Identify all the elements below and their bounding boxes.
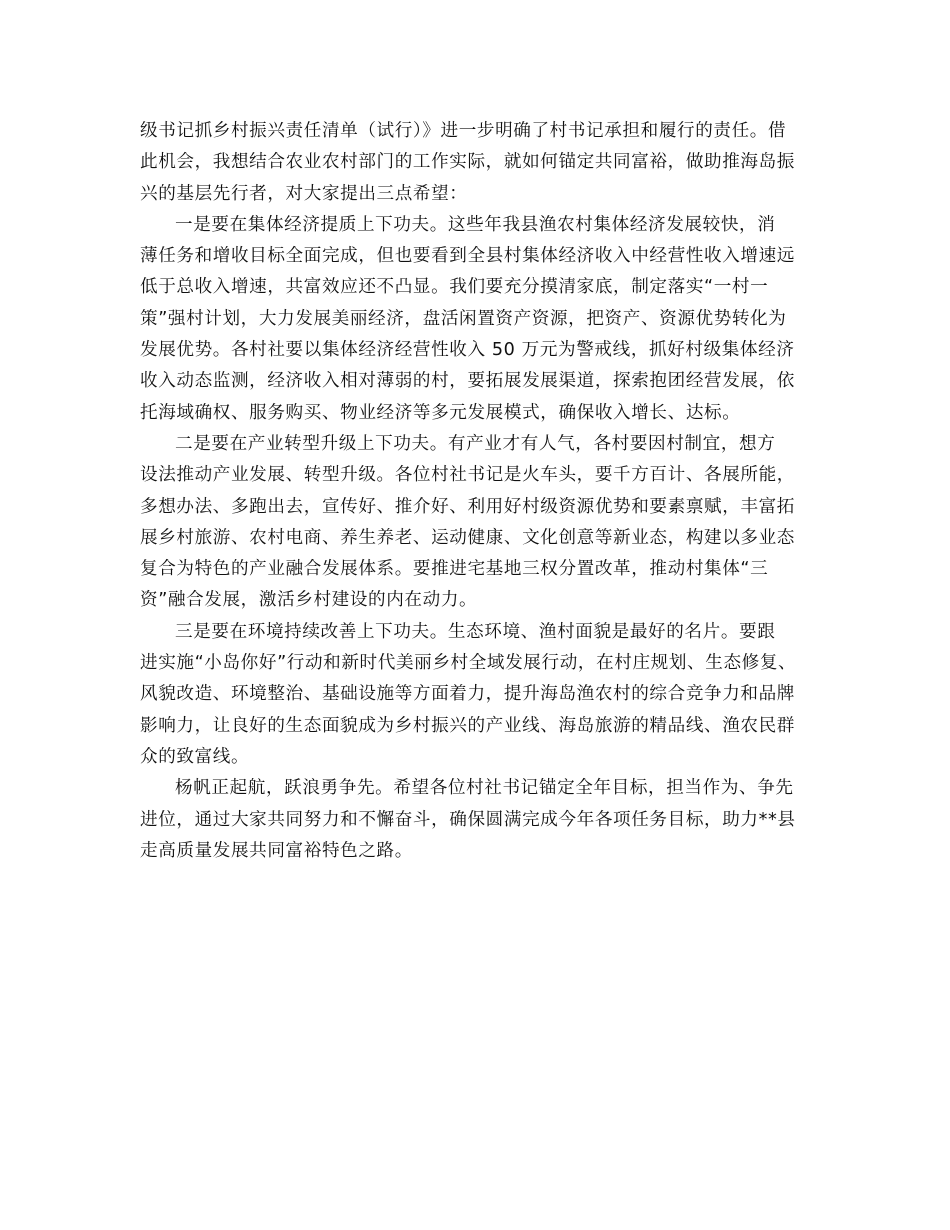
text-line: 低于总收入增速，共富效应还不凸显。我们要充分摸清家底，制定落实“一村一 [140, 277, 769, 298]
text-line: 进位，通过大家共同努力和不懈奋斗，确保圆满完成今年各项任务目标，助力**县 [140, 809, 796, 830]
paragraph-first-line: 一是要在集体经济提质上下功夫。这些年我县渔农村集体经济发展较快，消 [175, 214, 776, 235]
paragraph-first-line: 杨帆正起航，跃浪勇争先。希望各位村社书记锚定全年目标，担当作为、争先 [175, 778, 794, 799]
text-line: 复合为特色的产业融合发展体系。要推进宅基地三权分置改革，推动村集体“三 [140, 559, 769, 580]
text-line: 影响力，让良好的生态面貌成为乡村振兴的产业线、海岛旅游的精品线、渔农民群 [140, 715, 795, 736]
text-line: 风貌改造、环境整治、基础设施等方面着力，提升海岛渔农村的综合竞争力和品牌 [140, 684, 795, 705]
text-line: 薄任务和增收目标全面完成，但也要看到全县村集体经济收入中经营性收入增速远 [140, 246, 795, 267]
text-line: 走高质量发展共同富裕特色之路。 [140, 840, 413, 861]
text-line: 发展优势。各村社要以集体经济经营性收入 50 万元为警戒线，抓好村级集体经济 [140, 340, 795, 361]
text-line: 托海域确权、服务购买、物业经济等多元发展模式，确保收入增长、达标。 [140, 402, 741, 423]
text-line: 众的致富线。 [140, 746, 250, 767]
text-line: 多想办法、多跑出去，宣传好、推介好、利用好村级资源优势和要素禀赋，丰富拓 [140, 496, 795, 517]
text-line: 兴的基层先行者，对大家提出三点希望： [140, 183, 468, 204]
text-line: 进实施“小岛你好”行动和新时代美丽乡村全域发展行动，在村庄规划、生态修复、 [140, 653, 797, 674]
text-line: 资”融合发展，激活乡村建设的内在动力。 [140, 590, 478, 611]
text-line: 级书记抓乡村振兴责任清单（试行）》进一步明确了村书记承担和履行的责任。借 [140, 121, 787, 141]
text-line: 此机会，我想结合农业农村部门的工作实际，就如何锚定共同富裕，做助推海岛振 [140, 152, 795, 173]
document-body [140, 116, 812, 867]
text-line: 策”强村计划，大力发展美丽经济，盘活闲置资产资源，把资产、资源优势转化为 [140, 308, 787, 329]
text-line: 收入动态监测，经济收入相对薄弱的村，要拓展发展渠道，探索抱团经营发展，依 [140, 371, 795, 392]
paragraph-first-line: 二是要在产业转型升级上下功夫。有产业才有人气，各村要因村制宜，想方 [175, 433, 776, 454]
text-line: 设法推动产业发展、转型升级。各位村社书记是火车头，要千方百计、各展所能， [140, 465, 795, 486]
text-line: 展乡村旅游、农村电商、养生养老、运动健康、文化创意等新业态，构建以多业态 [140, 527, 795, 548]
paragraph-first-line: 三是要在环境持续改善上下功夫。生态环境、渔村面貌是最好的名片。要跟 [175, 621, 776, 642]
